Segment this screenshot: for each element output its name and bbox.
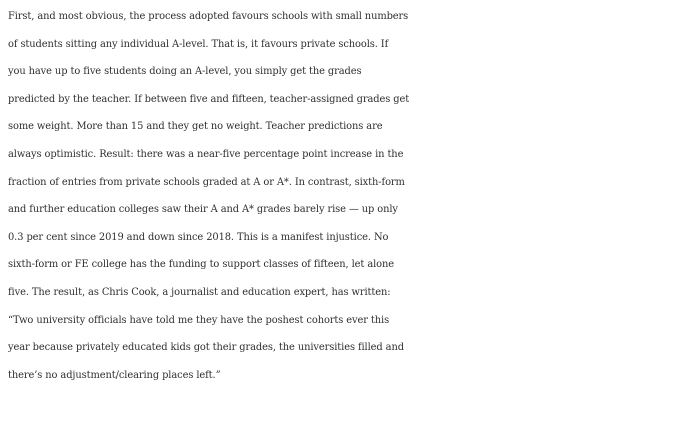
paragraph-line: always optimistic. Result: there was a near-five percentage point increase in the xyxy=(8,148,404,160)
paragraph-line: you have up to five students doing an A-level, you simply get the grades xyxy=(8,66,362,78)
paragraph-line: sixth-form or FE college has the funding to support classes of fifteen, let alone xyxy=(8,259,395,271)
paragraph-line: 0.3 per cent since 2019 and down since 2018. This is a manifest injustice. No xyxy=(8,231,389,243)
quote-line: year because privately educated kids got their grades, the universities filled and xyxy=(8,342,404,354)
paragraph-line: and further education colleges saw their A and A* grades barely rise — up only xyxy=(8,204,398,216)
paragraph-line: five. The result, as Chris Cook, a journalist and education expert, has written: xyxy=(8,286,391,298)
quote-line: there’s no adjustment/clearing places left.” xyxy=(8,369,221,381)
quote-line: “Two university officials have told me they have the poshest cohorts ever this xyxy=(8,314,390,326)
paragraph-line: First, and most obvious, the process adopted favours schools with small numbers xyxy=(8,11,409,22)
paragraph-line: fraction of entries from private schools graded at A or A*. In contrast, sixth-form xyxy=(8,176,405,188)
paragraph-line: of students sitting any individual A-level. That is, it favours private schools. If xyxy=(8,38,389,50)
paragraph-line: some weight. More than 15 and they get no weight. Teacher predictions are xyxy=(8,121,383,133)
paragraph-line: predicted by the teacher. If between five and fifteen, teacher-assigned grades get xyxy=(8,93,410,105)
